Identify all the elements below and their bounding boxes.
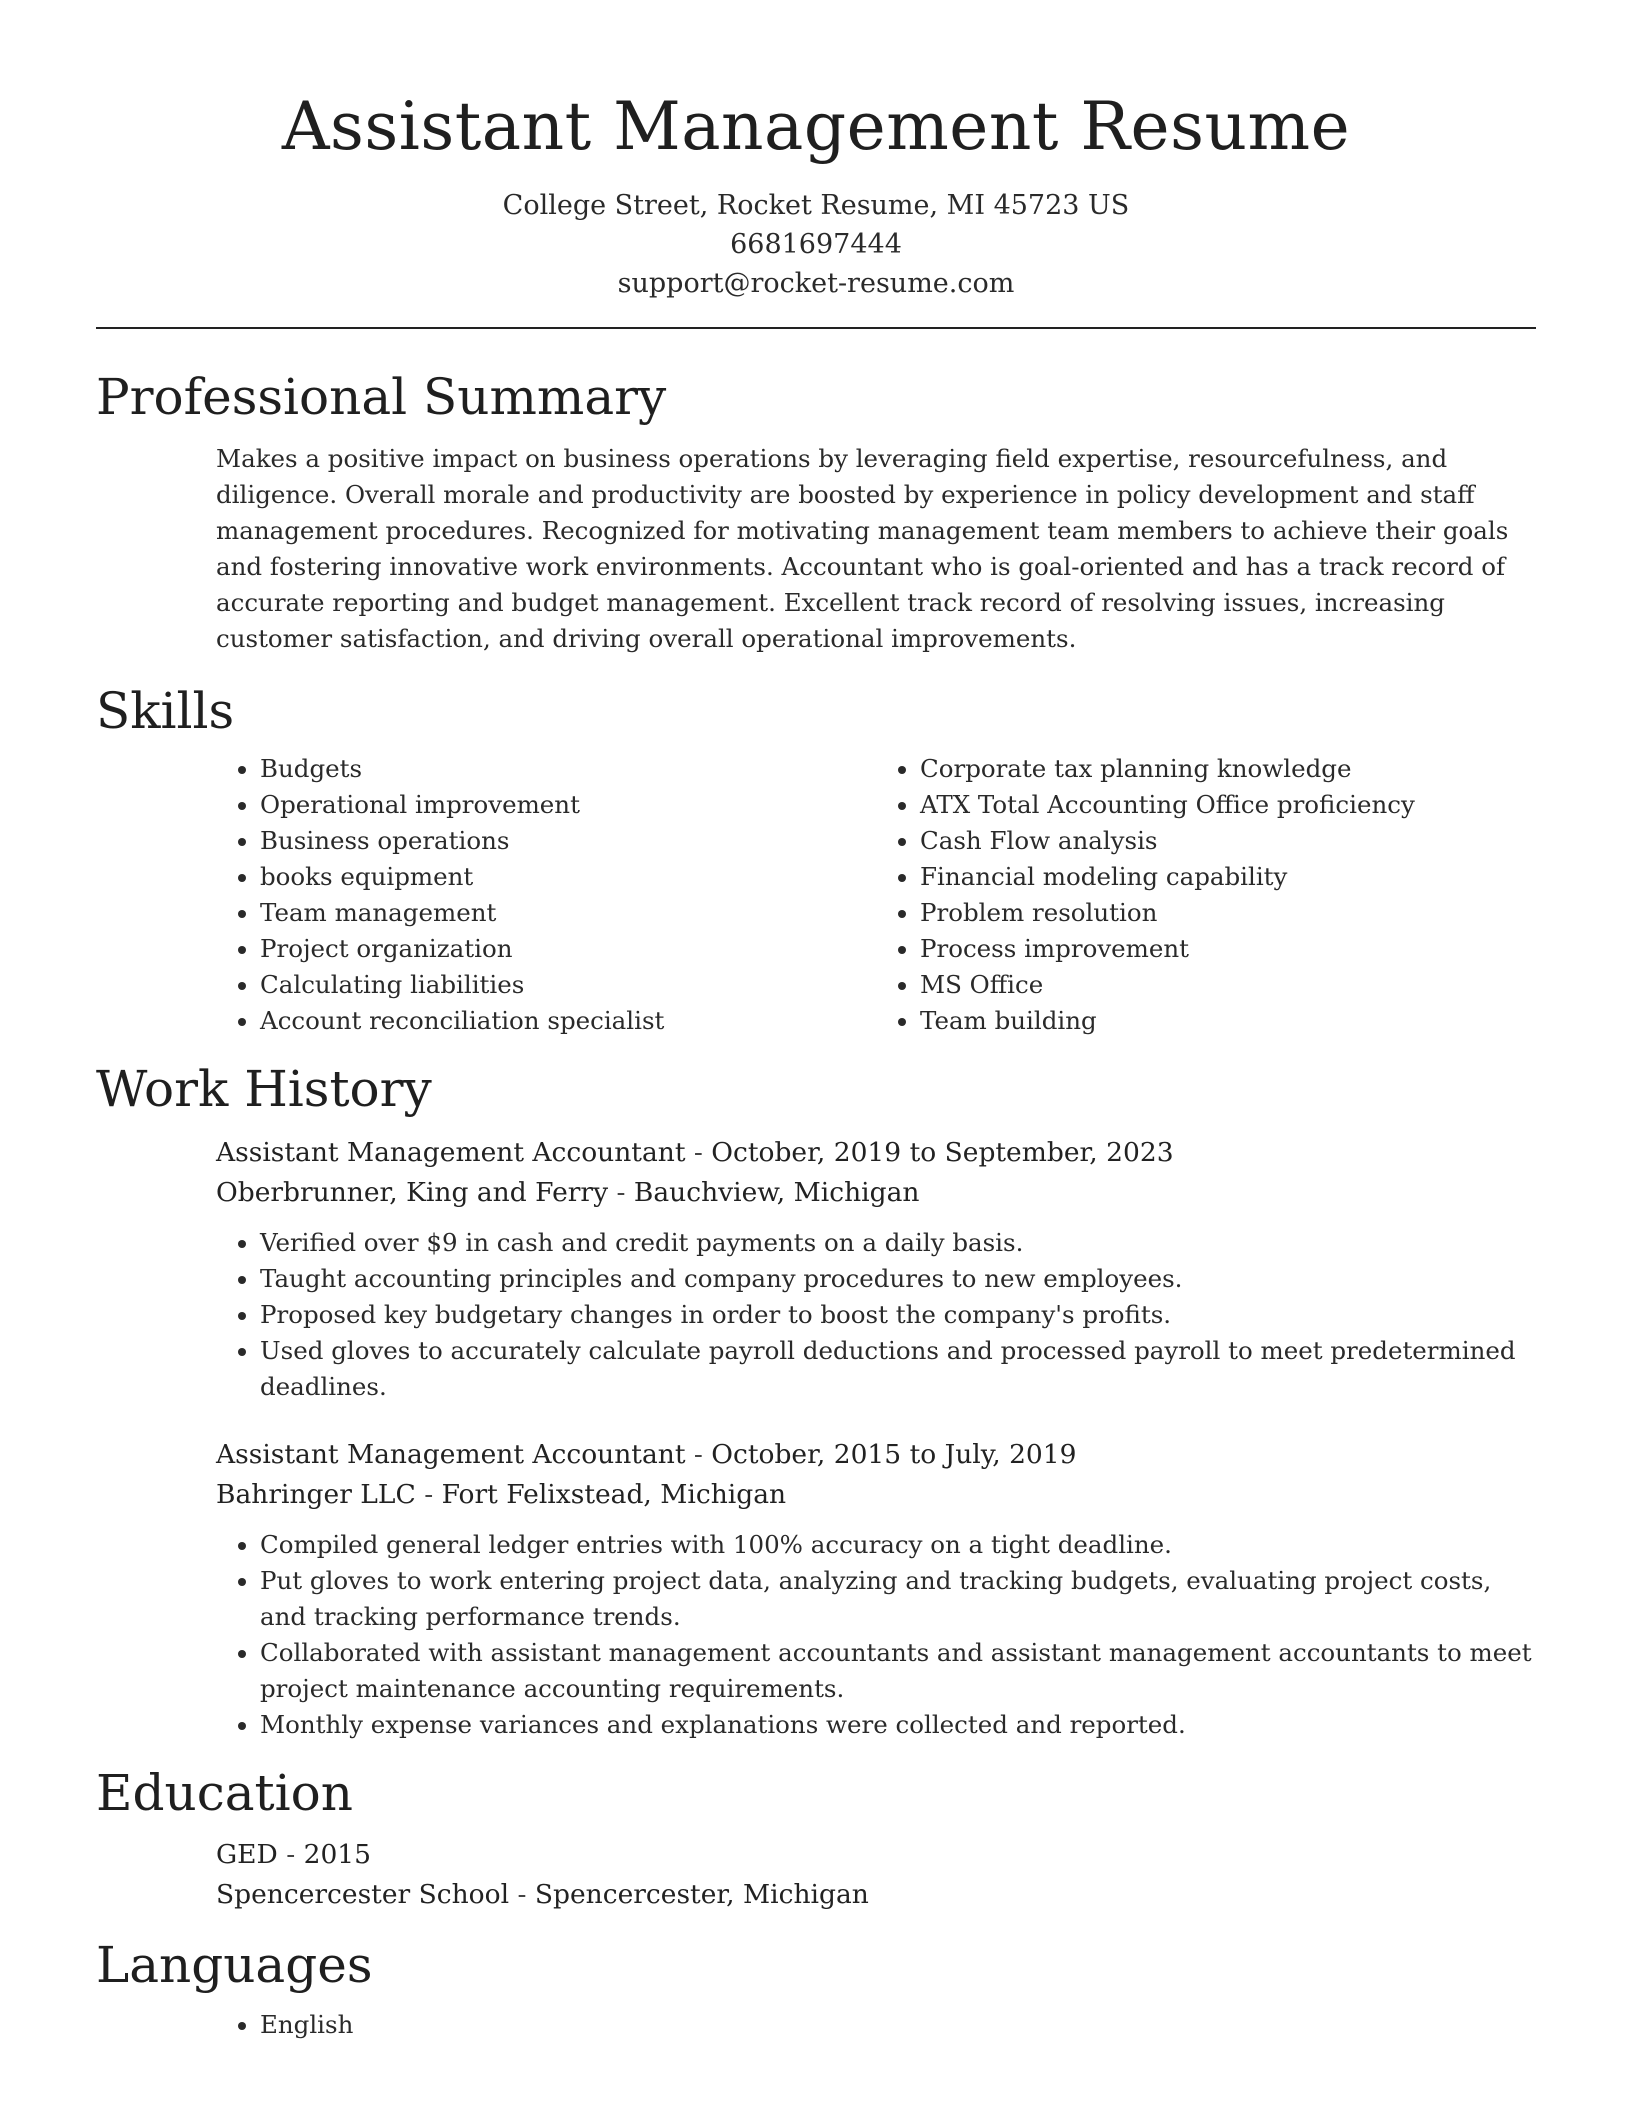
education-entry — [96, 1835, 1536, 1915]
separator: - — [277, 1839, 304, 1870]
skill-item: • Project organization — [260, 931, 876, 967]
job-location: Fort Felixstead, Michigan — [441, 1479, 787, 1510]
skill-item: • Business operations — [260, 823, 876, 859]
job-company: Oberbrunner, King and Ferry — [216, 1177, 609, 1208]
job-company: Bahringer LLC — [216, 1479, 416, 1510]
job-company-line — [216, 1475, 1536, 1515]
job-title-line — [216, 1133, 1536, 1173]
job-bullet: • Used gloves to accurately calculate payroll deductions and processed payroll to meet predetermined deadlines. — [260, 1333, 1536, 1405]
skill-item: • Budgets — [260, 751, 876, 787]
work-history-section — [96, 1059, 1536, 1743]
skill-item: • Corporate tax planning knowledge — [920, 751, 1536, 787]
languages-list — [216, 2007, 1536, 2043]
job-title-line — [216, 1435, 1536, 1475]
job-bullet: • Collaborated with assistant management accountants and assistant management accountants to meet project maintenance accounting requirements. — [260, 1635, 1536, 1707]
separator: - — [608, 1177, 634, 1208]
job-bullet: • Taught accounting principles and company procedures to new employees. — [260, 1261, 1536, 1297]
job-bullets — [216, 1225, 1536, 1405]
school-name: Spencercester School — [216, 1879, 510, 1910]
resume-title: Assistant Management Resume — [281, 88, 1351, 165]
separator: - — [509, 1879, 535, 1910]
summary-heading: Professional Summary — [96, 368, 667, 426]
contact-block — [96, 186, 1536, 303]
skills-heading: Skills — [96, 682, 235, 740]
skill-item: • Cash Flow analysis — [920, 823, 1536, 859]
skill-item: • Process improvement — [920, 931, 1536, 967]
address-text: College Street, Rocket Resume, MI 45723 US — [502, 190, 1130, 221]
school-location: Spencercester, Michigan — [534, 1879, 869, 1910]
skills-grid — [96, 751, 1536, 1039]
phone-text: 6681697444 — [730, 229, 902, 260]
school-line — [216, 1875, 1536, 1915]
skill-item: • books equipment — [260, 859, 876, 895]
education-section — [96, 1763, 1536, 1915]
job-location: Bauchview, Michigan — [633, 1177, 920, 1208]
language-item: • English — [260, 2007, 1536, 2043]
languages-section — [96, 1935, 1536, 2043]
skill-item: • MS Office — [920, 967, 1536, 1003]
summary-text: Makes a positive impact on business operations by leveraging field expertise, resourcefulness, and diligence. Overall morale and productivity are boosted by experience in policy development and staff management procedures. Recognized for motivating management team members to achieve their goals and fostering innovative work environments. Accountant who is goal-oriented and has a track record of accurate reporting and budget management. Excellent track record of resolving issues, increasing customer satisfaction, and driving overall operational improvements. — [216, 444, 1509, 653]
job-dates: October, 2019 to September, 2023 — [711, 1137, 1174, 1168]
education-heading: Education — [96, 1764, 353, 1822]
skills-list-right — [876, 751, 1536, 1039]
job-company-line — [216, 1173, 1536, 1213]
skill-item: • Team management — [260, 895, 876, 931]
job-bullet: • Compiled general ledger entries with 100% accuracy on a tight deadline. — [260, 1527, 1536, 1563]
job-entry — [96, 1133, 1536, 1405]
skill-item: • Operational improvement — [260, 787, 876, 823]
job-role: Assistant Management Accountant — [216, 1439, 686, 1470]
work-history-heading: Work History — [96, 1060, 432, 1118]
job-role: Assistant Management Accountant — [216, 1137, 686, 1168]
skill-item: • Problem resolution — [920, 895, 1536, 931]
job-bullet: • Monthly expense variances and explanations were collected and reported. — [260, 1707, 1536, 1743]
skill-item: • Financial modeling capability — [920, 859, 1536, 895]
job-bullet: • Verified over $9 in cash and credit payments on a daily basis. — [260, 1225, 1536, 1261]
degree-name: GED — [216, 1839, 278, 1870]
skills-list-left — [216, 751, 876, 1039]
email-text: support@rocket-resume.com — [617, 268, 1015, 299]
degree-year: 2015 — [303, 1839, 372, 1870]
languages-heading: Languages — [96, 1936, 373, 1994]
skill-item: • Calculating liabilities — [260, 967, 876, 1003]
summary-section — [96, 367, 1536, 657]
separator: - — [415, 1479, 442, 1510]
job-bullet: • Proposed key budgetary changes in order to boost the company's profits. — [260, 1297, 1536, 1333]
resume-header — [96, 0, 1536, 303]
job-bullet: • Put gloves to work entering project data, analyzing and tracking budgets, evaluating project costs, and tracking performance trends. — [260, 1563, 1536, 1635]
skills-section — [96, 681, 1536, 1039]
job-entry — [96, 1435, 1536, 1743]
job-bullets — [216, 1527, 1536, 1743]
separator: - — [685, 1137, 712, 1168]
job-dates: October, 2015 to July, 2019 — [711, 1439, 1077, 1470]
degree-line — [216, 1835, 1536, 1875]
skill-item: • Account reconciliation specialist — [260, 1003, 876, 1039]
separator: - — [685, 1439, 712, 1470]
skill-item: • ATX Total Accounting Office proficiency — [920, 787, 1536, 823]
languages-body — [96, 2007, 1536, 2043]
skill-item: • Team building — [920, 1003, 1536, 1039]
header-divider — [96, 327, 1536, 329]
